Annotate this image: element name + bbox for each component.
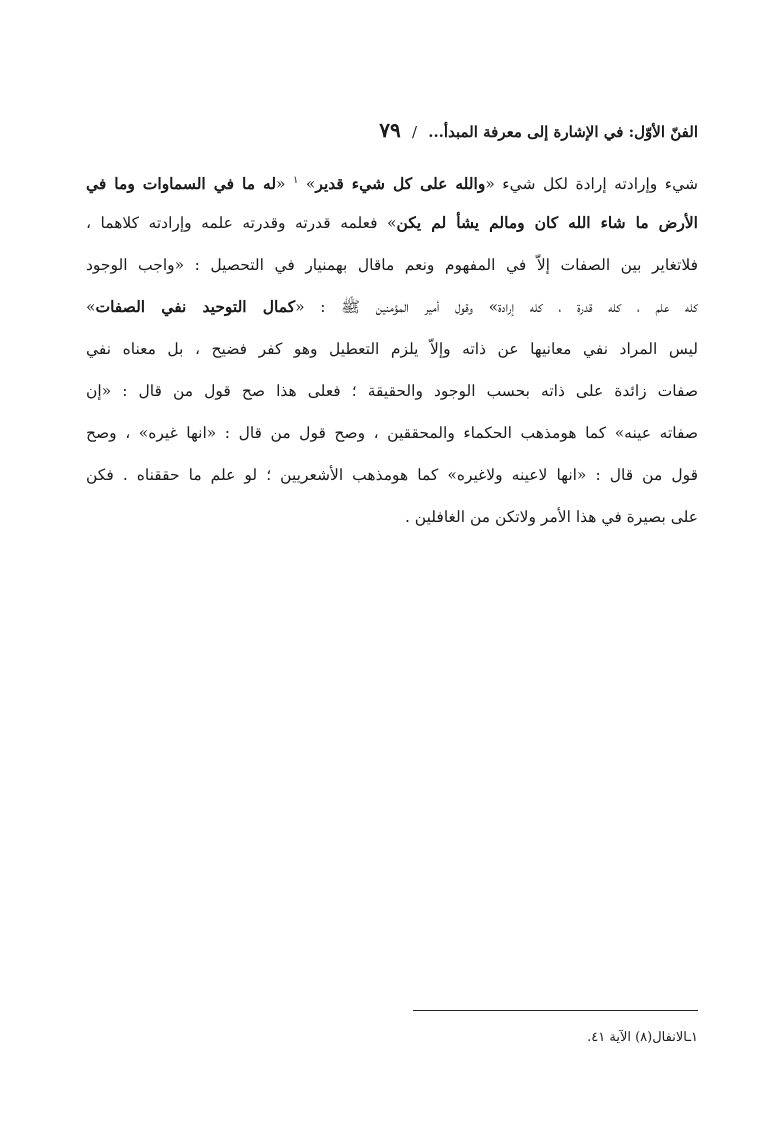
text-line bbox=[86, 202, 698, 244]
text-segment: ليس المراد نفي معانيها عن ذاته وإلاّ يلزم التعطيل وهو كفر فضيح ، بل معناه نفي bbox=[86, 340, 698, 358]
footnote-marker: ١ bbox=[293, 175, 299, 186]
footnote-divider bbox=[413, 1010, 698, 1011]
text-segment: » bbox=[298, 175, 316, 194]
text-line bbox=[86, 370, 698, 412]
text-line bbox=[86, 244, 698, 286]
quoted-text: الأرض ما شاء الله كان ومالم يشأ لم يكن bbox=[396, 213, 698, 232]
text-line bbox=[86, 286, 698, 328]
header-title: الفنّ الأوّل: في الإشارة إلى معرفة المبدأ... bbox=[428, 123, 698, 141]
running-header bbox=[78, 118, 698, 142]
text-segment: » فعلمه قدرته وقدرته علمه وإرادته كلاهما ، bbox=[86, 214, 397, 232]
header-separator: / bbox=[411, 123, 417, 141]
text-line bbox=[86, 328, 698, 370]
footnote bbox=[298, 1030, 698, 1045]
text-line bbox=[86, 496, 698, 538]
footnote-text: ١ـالانفال(٨) الآية ٤١. bbox=[587, 1030, 698, 1045]
text-line bbox=[86, 412, 698, 454]
quoted-text: والله على كل شيء قدير bbox=[315, 174, 486, 194]
text-segment: « bbox=[276, 175, 294, 194]
page-number: ٧٩ bbox=[379, 118, 401, 142]
body-text bbox=[86, 160, 698, 538]
text-segment: » bbox=[86, 298, 96, 316]
text-segment: على بصيرة في هذا الأمر ولاتكن من الغافلين . bbox=[404, 508, 698, 526]
text-segment: صفات زائدة على ذاته بحسب الوجود والحقيقة ؛ فعلى هذا صح قول من قال : «إن bbox=[86, 382, 698, 400]
text-segment: كله علم ، كله قدرة ، كله إرادة» وقول أمير المؤمنين ﷺ : « bbox=[295, 298, 698, 316]
text-segment: فلاتغاير بين الصفات إلاّ في المفهوم ونعم ماقال بهمنيار في التحصيل : «واجب الوجود bbox=[86, 256, 698, 274]
text-segment: صفاته عينه» كما هومذهب الحكماء والمحققين ، وصح قول من قال : «انها غيره» ، وصح bbox=[86, 424, 698, 442]
quoted-text: له ما في السماوات وما في bbox=[86, 174, 277, 194]
text-line bbox=[86, 454, 698, 496]
text-segment: شيء وإرادته إرادة لكل شيء « bbox=[485, 175, 698, 194]
text-segment: قول من قال : «انها لاعينه ولاغيره» كما هومذهب الأشعريين ؛ لو علم ما حققناه . فكن bbox=[86, 466, 698, 484]
quoted-text: كمال التوحيد نفي الصفات bbox=[95, 297, 296, 316]
text-line bbox=[86, 160, 698, 202]
